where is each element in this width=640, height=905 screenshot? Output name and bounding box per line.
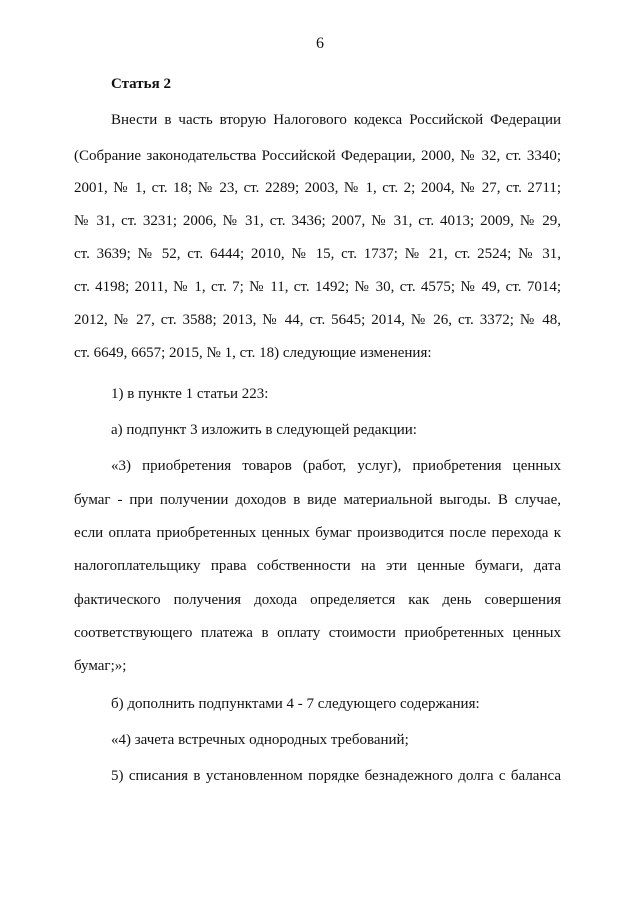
paragraph-line: 2012, № 27, ст. 3588; 2013, № 44, ст. 5645; 2014, № 26, ст. 3372; № 48, [74, 312, 561, 328]
quote-line: «3) приобретения товаров (работ, услуг), приобретения ценных [111, 458, 561, 474]
quote-line: бумаг;»; [74, 658, 127, 674]
quote-line: соответствующего платежа в оплату стоимости приобретенных ценных [74, 625, 561, 641]
quote-line: если оплата приобретенных ценных бумаг производится после перехода к [74, 525, 561, 541]
page-number: 6 [316, 35, 324, 52]
quote-line: бумаг - при получении доходов в виде материальной выгоды. В случае, [74, 492, 561, 508]
list-item: б) дополнить подпунктами 4 - 7 следующего содержания: [111, 696, 480, 712]
paragraph-line: ст. 3639; № 52, ст. 6444; 2010, № 15, ст. 1737; № 21, ст. 2524; № 31, [74, 246, 561, 262]
paragraph-line: (Собрание законодательства Российской Федерации, 2000, № 32, ст. 3340; [74, 148, 561, 164]
quote-line: фактического получения дохода определяется как день совершения [74, 592, 561, 608]
article-heading: Статья 2 [111, 76, 171, 92]
list-item: «4) зачета встречных однородных требований; [111, 732, 409, 748]
quote-line: налогоплательщику права собственности на эти ценные бумаги, дата [74, 558, 561, 574]
paragraph-line: Внести в часть вторую Налогового кодекса Российской Федерации [111, 112, 561, 128]
paragraph-line: ст. 4198; 2011, № 1, ст. 7; № 11, ст. 1492; № 30, ст. 4575; № 49, ст. 7014; [74, 279, 561, 295]
paragraph-line: ст. 6649, 6657; 2015, № 1, ст. 18) следующие изменения: [74, 345, 432, 361]
paragraph-line: № 31, ст. 3231; 2006, № 31, ст. 3436; 2007, № 31, ст. 4013; 2009, № 29, [74, 213, 561, 229]
list-item: 5) списания в установленном порядке безнадежного долга с баланса [111, 768, 561, 784]
paragraph-line: 2001, № 1, ст. 18; № 23, ст. 2289; 2003, № 1, ст. 2; 2004, № 27, ст. 2711; [74, 180, 561, 196]
list-item: 1) в пункте 1 статьи 223: [111, 386, 269, 402]
list-item: а) подпункт 3 изложить в следующей редакции: [111, 422, 417, 438]
